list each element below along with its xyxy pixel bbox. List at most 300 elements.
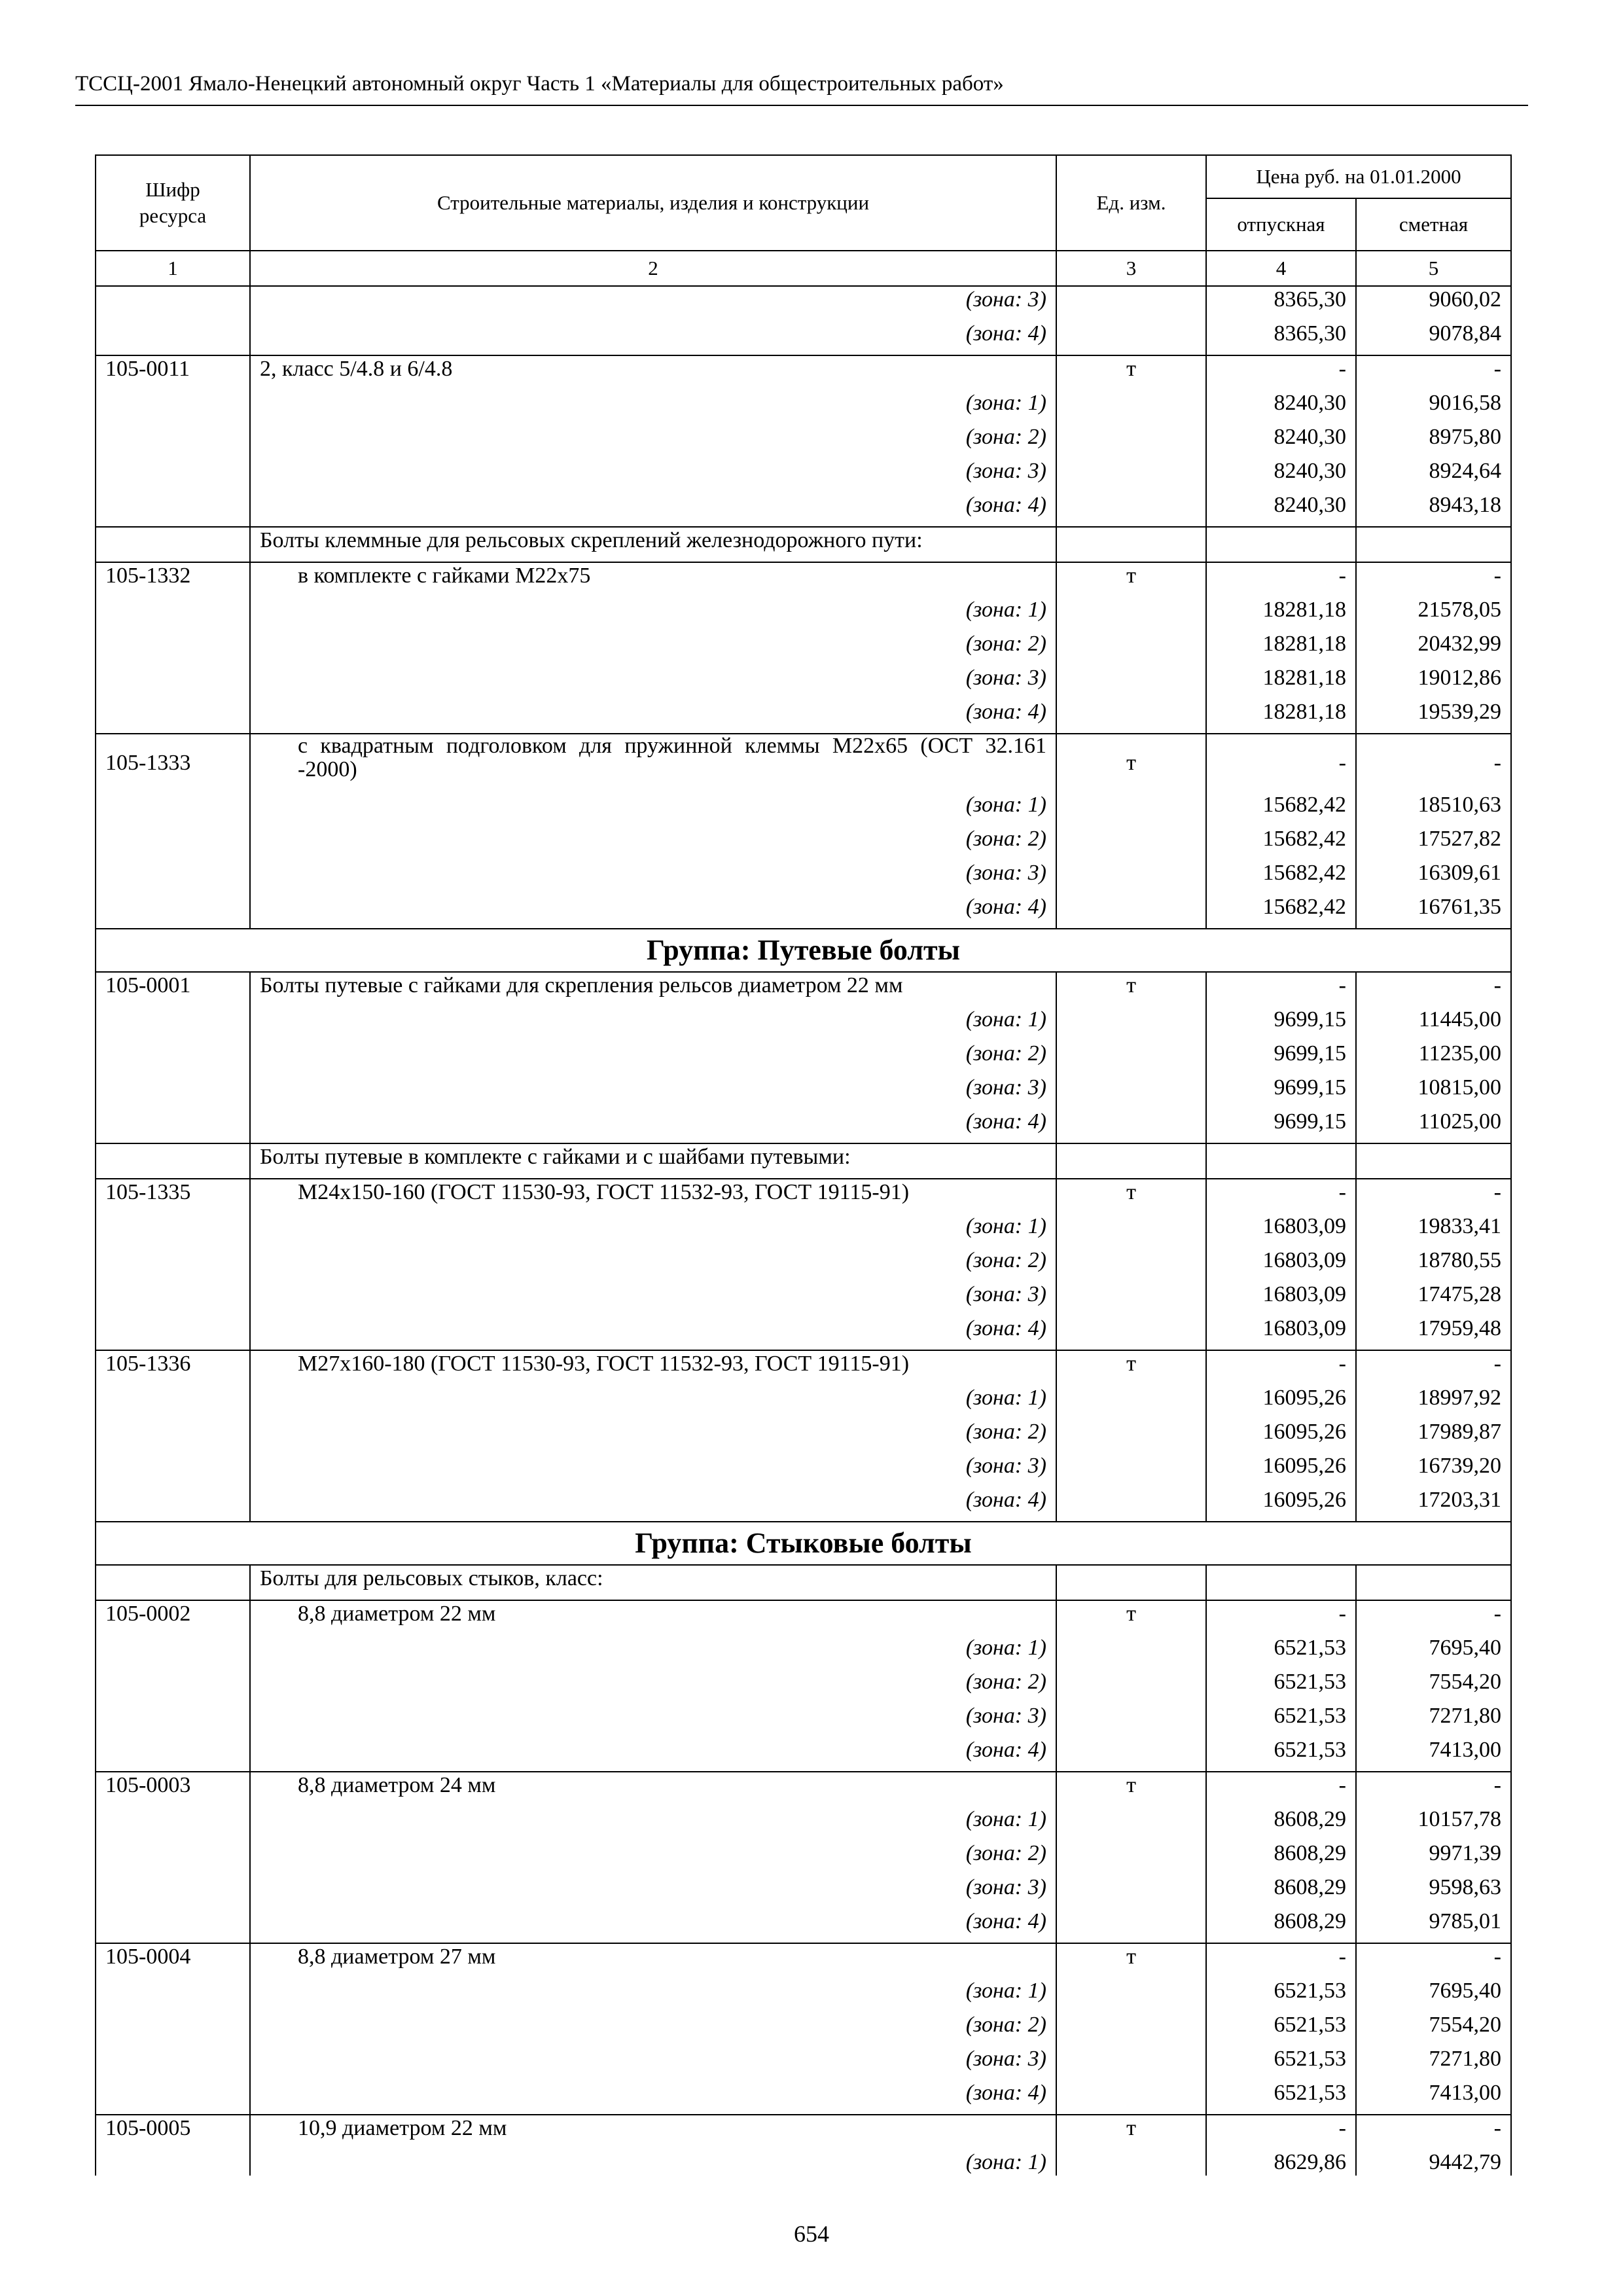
- price-estimate: -: [1356, 1772, 1511, 1806]
- price-release: 8240,30: [1206, 390, 1356, 424]
- price-estimate: 16739,20: [1356, 1453, 1511, 1487]
- resource-name: М24х150-160 (ГОСТ 11530-93, ГОСТ 11532-93, ГОСТ 19115-91): [250, 1179, 1056, 1213]
- code-cell: [96, 631, 250, 665]
- resource-row: [96, 1943, 1511, 1978]
- unit-cell: [1056, 1669, 1206, 1703]
- section-intro-row: [96, 527, 1511, 562]
- price-estimate: 9785,01: [1356, 1909, 1511, 1943]
- zone-label: (зона: 4): [250, 894, 1056, 929]
- column-number: 4: [1206, 251, 1356, 286]
- price-release: 8608,29: [1206, 1806, 1356, 1840]
- zone-row: [96, 492, 1511, 527]
- zone-label: (зона: 3): [250, 458, 1056, 492]
- price-estimate: -: [1356, 1943, 1511, 1978]
- price-estimate: -: [1356, 1179, 1511, 1213]
- zone-row: [96, 826, 1511, 860]
- zone-row: [96, 1316, 1511, 1350]
- price-release: 6521,53: [1206, 1978, 1356, 2012]
- header-price-estimate: сметная: [1356, 198, 1511, 251]
- price-release: 8240,30: [1206, 458, 1356, 492]
- zone-label: (зона: 2): [250, 826, 1056, 860]
- zone-label: (зона: 1): [250, 1213, 1056, 1247]
- zone-label: (зона: 3): [250, 1282, 1056, 1316]
- group-heading-row: [96, 1522, 1511, 1565]
- resource-row: [96, 562, 1511, 597]
- price-release: -: [1206, 355, 1356, 390]
- price-release: 8240,30: [1206, 424, 1356, 458]
- header-name: Строительные материалы, изделия и конструкции: [250, 155, 1056, 251]
- price-estimate: 19012,86: [1356, 665, 1511, 699]
- price-estimate: 9442,79: [1356, 2149, 1511, 2176]
- price-release: 8365,30: [1206, 321, 1356, 355]
- unit-cell: [1056, 860, 1206, 894]
- price-release: 8608,29: [1206, 1909, 1356, 1943]
- price-release-cell: [1206, 527, 1356, 562]
- unit-cell: [1056, 1737, 1206, 1772]
- unit-cell: [1056, 458, 1206, 492]
- resource-row: [96, 1772, 1511, 1806]
- price-release: 6521,53: [1206, 2080, 1356, 2115]
- price-release: -: [1206, 562, 1356, 597]
- price-release: 8365,30: [1206, 286, 1356, 321]
- resource-row: [96, 1350, 1511, 1385]
- price-estimate: 10157,78: [1356, 1806, 1511, 1840]
- zone-row: [96, 597, 1511, 631]
- price-release: 6521,53: [1206, 1737, 1356, 1772]
- price-release: 8240,30: [1206, 492, 1356, 527]
- unit-cell: [1056, 390, 1206, 424]
- code-cell: [96, 1419, 250, 1453]
- resource-unit: т: [1056, 562, 1206, 597]
- price-estimate: -: [1356, 972, 1511, 1007]
- price-estimate: -: [1356, 1600, 1511, 1635]
- price-release: 18281,18: [1206, 699, 1356, 734]
- price-estimate: 7413,00: [1356, 2080, 1511, 2115]
- unit-cell: [1056, 286, 1206, 321]
- price-release: -: [1206, 1350, 1356, 1385]
- unit-cell: [1056, 492, 1206, 527]
- zone-label: (зона: 4): [250, 699, 1056, 734]
- zone-label: (зона: 2): [250, 1840, 1056, 1874]
- code-cell: [96, 458, 250, 492]
- price-estimate: 21578,05: [1356, 597, 1511, 631]
- zone-label: (зона: 4): [250, 1109, 1056, 1143]
- price-release: -: [1206, 1179, 1356, 1213]
- price-release: 16803,09: [1206, 1247, 1356, 1282]
- resource-code: 105-1336: [96, 1350, 250, 1385]
- resource-name: 8,8 диаметром 22 мм: [250, 1600, 1056, 1635]
- zone-row: [96, 1282, 1511, 1316]
- price-estimate: 9971,39: [1356, 1840, 1511, 1874]
- zone-label: (зона: 3): [250, 286, 1056, 321]
- zone-label: (зона: 1): [250, 2149, 1056, 2176]
- zone-label: (зона: 4): [250, 1909, 1056, 1943]
- zone-row: [96, 665, 1511, 699]
- price-release: 15682,42: [1206, 894, 1356, 929]
- price-estimate: 17527,82: [1356, 826, 1511, 860]
- unit-cell: [1056, 1840, 1206, 1874]
- price-release: 6521,53: [1206, 1635, 1356, 1669]
- zone-label: (зона: 3): [250, 1075, 1056, 1109]
- price-release: 9699,15: [1206, 1075, 1356, 1109]
- zone-label: (зона: 4): [250, 1737, 1056, 1772]
- resource-name: 8,8 диаметром 27 мм: [250, 1943, 1056, 1978]
- zone-row: [96, 1978, 1511, 2012]
- zone-row: [96, 1737, 1511, 1772]
- code-cell: [96, 1075, 250, 1109]
- resource-unit: т: [1056, 1350, 1206, 1385]
- zone-label: (зона: 1): [250, 1007, 1056, 1041]
- code-cell: [96, 826, 250, 860]
- code-cell: [96, 1213, 250, 1247]
- code-cell: [96, 2046, 250, 2080]
- group-heading: Группа: Стыковые болты: [96, 1522, 1511, 1565]
- resource-code: 105-0002: [96, 1600, 250, 1635]
- price-estimate: 7695,40: [1356, 1978, 1511, 2012]
- unit-cell: [1056, 1703, 1206, 1737]
- zone-row: [96, 458, 1511, 492]
- code-cell: [96, 665, 250, 699]
- price-release: 8608,29: [1206, 1840, 1356, 1874]
- price-release: 18281,18: [1206, 597, 1356, 631]
- code-cell: [96, 1109, 250, 1143]
- unit-cell: [1056, 1282, 1206, 1316]
- price-release: 16095,26: [1206, 1385, 1356, 1419]
- zone-row: [96, 1487, 1511, 1522]
- price-estimate: 9598,63: [1356, 1874, 1511, 1909]
- table-body: [96, 286, 1511, 2176]
- zone-label: (зона: 4): [250, 492, 1056, 527]
- resource-name: с квадратным подголовком для пружинной клеммы М22х65 (ОСТ 32.161 -2000): [250, 734, 1056, 792]
- section-intro-row: [96, 1565, 1511, 1600]
- price-release: 9699,15: [1206, 1007, 1356, 1041]
- price-release: 6521,53: [1206, 1669, 1356, 1703]
- price-estimate: -: [1356, 734, 1511, 792]
- resource-name: 10,9 диаметром 22 мм: [250, 2115, 1056, 2149]
- price-release: 6521,53: [1206, 1703, 1356, 1737]
- code-cell: [96, 792, 250, 826]
- resource-unit: т: [1056, 1600, 1206, 1635]
- zone-row: [96, 2046, 1511, 2080]
- unit-cell: [1056, 826, 1206, 860]
- price-estimate: 20432,99: [1356, 631, 1511, 665]
- table-header-row: [96, 155, 1511, 198]
- zone-label: (зона: 3): [250, 2046, 1056, 2080]
- code-cell: [96, 1874, 250, 1909]
- unit-cell: [1056, 1385, 1206, 1419]
- resource-row: [96, 972, 1511, 1007]
- section-intro: Болты для рельсовых стыков, класс:: [250, 1565, 1056, 1600]
- code-cell: [96, 424, 250, 458]
- unit-cell: [1056, 1635, 1206, 1669]
- zone-row: [96, 1909, 1511, 1943]
- zone-row: [96, 2012, 1511, 2046]
- unit-cell: [1056, 527, 1206, 562]
- code-cell: [96, 2012, 250, 2046]
- code-cell: [96, 1007, 250, 1041]
- unit-cell: [1056, 597, 1206, 631]
- resource-code: 105-0004: [96, 1943, 250, 1978]
- zone-row: [96, 1669, 1511, 1703]
- zone-row: [96, 1007, 1511, 1041]
- code-cell: [96, 699, 250, 734]
- code-cell: [96, 1385, 250, 1419]
- resource-unit: т: [1056, 2115, 1206, 2149]
- price-estimate: 17989,87: [1356, 1419, 1511, 1453]
- price-estimate: 17959,48: [1356, 1316, 1511, 1350]
- price-release: 15682,42: [1206, 826, 1356, 860]
- price-release: 18281,18: [1206, 665, 1356, 699]
- unit-cell: [1056, 2080, 1206, 2115]
- price-estimate: 7413,00: [1356, 1737, 1511, 1772]
- zone-label: (зона: 2): [250, 2012, 1056, 2046]
- price-estimate: 7554,20: [1356, 2012, 1511, 2046]
- zone-row: [96, 286, 1511, 321]
- zone-row: [96, 1041, 1511, 1075]
- price-release: 6521,53: [1206, 2012, 1356, 2046]
- price-estimate-cell: [1356, 527, 1511, 562]
- code-cell: [96, 1737, 250, 1772]
- price-estimate: 8943,18: [1356, 492, 1511, 527]
- zone-row: [96, 390, 1511, 424]
- resource-unit: т: [1056, 734, 1206, 792]
- code-cell: [96, 1143, 250, 1179]
- price-estimate: 10815,00: [1356, 1075, 1511, 1109]
- resource-row: [96, 734, 1511, 792]
- resource-row: [96, 355, 1511, 390]
- unit-cell: [1056, 2149, 1206, 2176]
- resource-row: [96, 2115, 1511, 2149]
- zone-row: [96, 321, 1511, 355]
- unit-cell: [1056, 1487, 1206, 1522]
- zone-label: (зона: 4): [250, 2080, 1056, 2115]
- zone-label: (зона: 1): [250, 1806, 1056, 1840]
- price-estimate: 7271,80: [1356, 2046, 1511, 2080]
- page-number: 654: [794, 2221, 829, 2247]
- price-release: 18281,18: [1206, 631, 1356, 665]
- zone-label: (зона: 1): [250, 390, 1056, 424]
- zone-label: (зона: 4): [250, 1487, 1056, 1522]
- zone-label: (зона: 3): [250, 1703, 1056, 1737]
- resource-name: М27х160-180 (ГОСТ 11530-93, ГОСТ 11532-93, ГОСТ 19115-91): [250, 1350, 1056, 1385]
- section-intro-row: [96, 1143, 1511, 1179]
- price-release: 16803,09: [1206, 1213, 1356, 1247]
- unit-cell: [1056, 631, 1206, 665]
- code-cell: [96, 1565, 250, 1600]
- price-release: -: [1206, 2115, 1356, 2149]
- price-estimate: 7554,20: [1356, 1669, 1511, 1703]
- resource-unit: т: [1056, 355, 1206, 390]
- column-number: 3: [1056, 251, 1206, 286]
- unit-cell: [1056, 1247, 1206, 1282]
- price-estimate: 17203,31: [1356, 1487, 1511, 1522]
- zone-row: [96, 1840, 1511, 1874]
- unit-cell: [1056, 1453, 1206, 1487]
- zone-row: [96, 1109, 1511, 1143]
- group-heading-row: [96, 929, 1511, 972]
- code-cell: [96, 1978, 250, 2012]
- zone-label: (зона: 2): [250, 631, 1056, 665]
- header-price: Цена руб. на 01.01.2000: [1206, 155, 1511, 198]
- unit-cell: [1056, 894, 1206, 929]
- resource-unit: т: [1056, 1772, 1206, 1806]
- zone-row: [96, 1703, 1511, 1737]
- price-release: -: [1206, 734, 1356, 792]
- price-estimate: 17475,28: [1356, 1282, 1511, 1316]
- unit-cell: [1056, 1874, 1206, 1909]
- zone-row: [96, 1213, 1511, 1247]
- price-release: -: [1206, 1943, 1356, 1978]
- code-cell: [96, 1041, 250, 1075]
- price-estimate: 16761,35: [1356, 894, 1511, 929]
- price-release: 8608,29: [1206, 1874, 1356, 1909]
- zone-label: (зона: 1): [250, 1385, 1056, 1419]
- zone-label: (зона: 2): [250, 1669, 1056, 1703]
- resource-code: 105-1335: [96, 1179, 250, 1213]
- zone-label: (зона: 1): [250, 792, 1056, 826]
- zone-row: [96, 1453, 1511, 1487]
- zone-row: [96, 1247, 1511, 1282]
- zone-label: (зона: 2): [250, 424, 1056, 458]
- unit-cell: [1056, 1316, 1206, 1350]
- price-estimate: -: [1356, 2115, 1511, 2149]
- price-release: 16803,09: [1206, 1316, 1356, 1350]
- column-number-row: [96, 251, 1511, 286]
- zone-row: [96, 1419, 1511, 1453]
- zone-row: [96, 2149, 1511, 2176]
- zone-row: [96, 792, 1511, 826]
- zone-row: [96, 631, 1511, 665]
- unit-cell: [1056, 1565, 1206, 1600]
- price-release: -: [1206, 1772, 1356, 1806]
- price-release: 16095,26: [1206, 1453, 1356, 1487]
- document-header: ТССЦ-2001 Ямало-Ненецкий автономный округ Часть 1 «Материалы для общестроительных работ»: [75, 72, 1004, 96]
- price-estimate: 19833,41: [1356, 1213, 1511, 1247]
- resource-code: 105-1333: [96, 734, 250, 792]
- zone-label: (зона: 1): [250, 1635, 1056, 1669]
- unit-cell: [1056, 1041, 1206, 1075]
- code-cell: [96, 321, 250, 355]
- price-release-cell: [1206, 1143, 1356, 1179]
- code-cell: [96, 1487, 250, 1522]
- resource-unit: т: [1056, 1943, 1206, 1978]
- code-cell: [96, 492, 250, 527]
- code-cell: [96, 286, 250, 321]
- price-estimate: 18510,63: [1356, 792, 1511, 826]
- price-release: 16803,09: [1206, 1282, 1356, 1316]
- zone-label: (зона: 1): [250, 597, 1056, 631]
- price-estimate: 8924,64: [1356, 458, 1511, 492]
- price-estimate-cell: [1356, 1143, 1511, 1179]
- code-cell: [96, 2149, 250, 2176]
- price-release: 15682,42: [1206, 792, 1356, 826]
- unit-cell: [1056, 1909, 1206, 1943]
- unit-cell: [1056, 424, 1206, 458]
- unit-cell: [1056, 2012, 1206, 2046]
- price-estimate: 7271,80: [1356, 1703, 1511, 1737]
- unit-cell: [1056, 1978, 1206, 2012]
- resource-code: 105-0001: [96, 972, 250, 1007]
- price-estimate: -: [1356, 562, 1511, 597]
- group-heading: Группа: Путевые болты: [96, 929, 1511, 972]
- price-estimate: 7695,40: [1356, 1635, 1511, 1669]
- price-release: 8629,86: [1206, 2149, 1356, 2176]
- price-estimate: 8975,80: [1356, 424, 1511, 458]
- price-release: 6521,53: [1206, 2046, 1356, 2080]
- unit-cell: [1056, 321, 1206, 355]
- code-cell: [96, 1806, 250, 1840]
- zone-label: (зона: 1): [250, 1978, 1056, 2012]
- zone-row: [96, 1075, 1511, 1109]
- zone-label: (зона: 2): [250, 1419, 1056, 1453]
- price-table: [95, 154, 1512, 2176]
- price-estimate: 9016,58: [1356, 390, 1511, 424]
- price-release: 16095,26: [1206, 1419, 1356, 1453]
- code-cell: [96, 527, 250, 562]
- code-cell: [96, 597, 250, 631]
- header-rule: [75, 105, 1528, 106]
- zone-row: [96, 1635, 1511, 1669]
- price-estimate: 18780,55: [1356, 1247, 1511, 1282]
- zone-row: [96, 424, 1511, 458]
- unit-cell: [1056, 1419, 1206, 1453]
- code-cell: [96, 2080, 250, 2115]
- price-estimate: 16309,61: [1356, 860, 1511, 894]
- unit-cell: [1056, 699, 1206, 734]
- code-cell: [96, 1669, 250, 1703]
- header-unit: Ед. изм.: [1056, 155, 1206, 251]
- price-release: -: [1206, 972, 1356, 1007]
- code-cell: [96, 1703, 250, 1737]
- zone-label: (зона: 2): [250, 1041, 1056, 1075]
- price-release: 15682,42: [1206, 860, 1356, 894]
- price-estimate: 11025,00: [1356, 1109, 1511, 1143]
- resource-code: 105-0011: [96, 355, 250, 390]
- unit-cell: [1056, 1213, 1206, 1247]
- resource-name: 8,8 диаметром 24 мм: [250, 1772, 1056, 1806]
- header-code: Шифр ресурса: [96, 155, 250, 251]
- zone-label: (зона: 2): [250, 1247, 1056, 1282]
- code-cell: [96, 1282, 250, 1316]
- price-release: 9699,15: [1206, 1041, 1356, 1075]
- resource-name: Болты путевые с гайками для скрепления рельсов диаметром 22 мм: [250, 972, 1056, 1007]
- resource-row: [96, 1179, 1511, 1213]
- code-cell: [96, 1316, 250, 1350]
- code-cell: [96, 1247, 250, 1282]
- unit-cell: [1056, 792, 1206, 826]
- unit-cell: [1056, 1075, 1206, 1109]
- price-estimate: 19539,29: [1356, 699, 1511, 734]
- zone-label: (зона: 3): [250, 1453, 1056, 1487]
- unit-cell: [1056, 1109, 1206, 1143]
- column-number: 2: [250, 251, 1056, 286]
- section-intro: Болты путевые в комплекте с гайками и с шайбами путевыми:: [250, 1143, 1056, 1179]
- price-estimate: -: [1356, 355, 1511, 390]
- price-estimate: 9060,02: [1356, 286, 1511, 321]
- unit-cell: [1056, 1806, 1206, 1840]
- price-estimate: 18997,92: [1356, 1385, 1511, 1419]
- resource-code: 105-1332: [96, 562, 250, 597]
- zone-row: [96, 894, 1511, 929]
- header-price-release: отпускная: [1206, 198, 1356, 251]
- code-cell: [96, 1453, 250, 1487]
- code-cell: [96, 1909, 250, 1943]
- price-release-cell: [1206, 1565, 1356, 1600]
- zone-label: (зона: 4): [250, 321, 1056, 355]
- zone-row: [96, 699, 1511, 734]
- price-estimate: 11445,00: [1356, 1007, 1511, 1041]
- code-cell: [96, 860, 250, 894]
